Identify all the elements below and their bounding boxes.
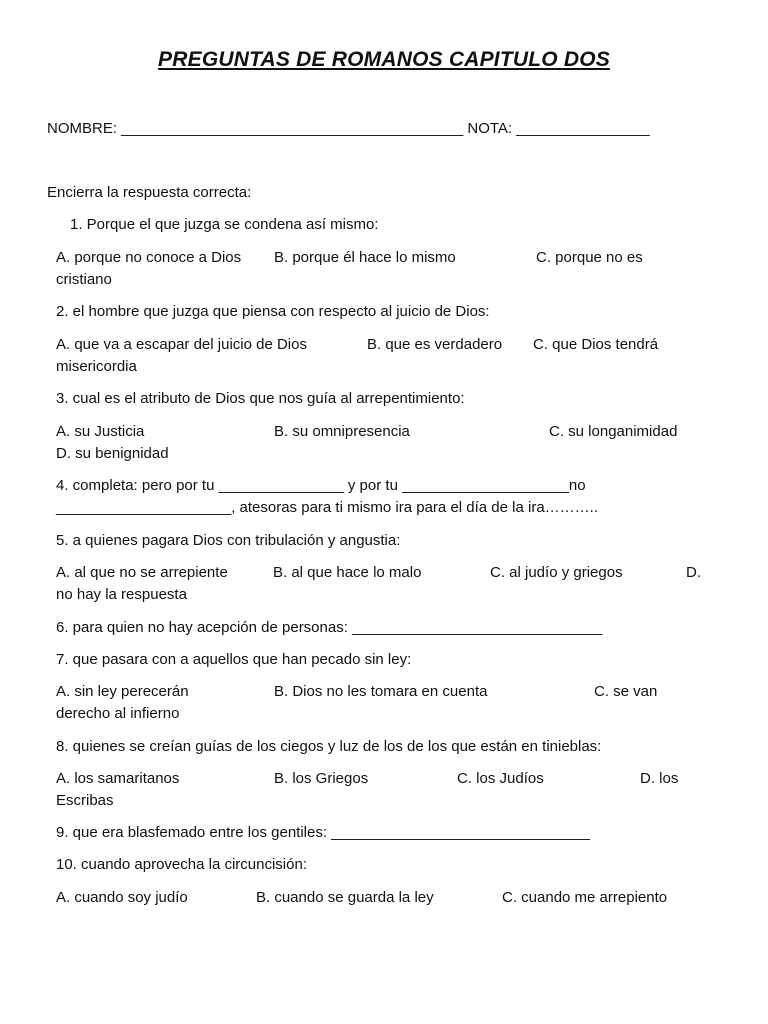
q2-option-c: C. que Dios tendrá [533, 336, 659, 353]
q10-option-c: C. cuando me arrepiento [502, 889, 668, 906]
q7-option-b: B. Dios no les tomara en cuenta [274, 683, 488, 700]
q10-option-b: B. cuando se guarda la ley [256, 889, 434, 906]
q2-option-b: B. que es verdadero [367, 336, 503, 353]
name-grade-line: NOMBRE: _________________________________________ NOTA: ________________ [47, 120, 650, 137]
question-2: 2. el hombre que juzga que piensa con respecto al juicio de Dios: [56, 303, 490, 320]
question-7: 7. que pasara con a aquellos que han pecado sin ley: [56, 651, 412, 668]
question-6: 6. para quien no hay acepción de personas: ______________________________ [56, 619, 603, 636]
q1-option-a: A. porque no conoce a Dios [56, 249, 242, 266]
question-8: 8. quienes se creían guías de los ciegos y luz de los de los que están en tinieblas: [56, 738, 602, 755]
q2-option-a: A. que va a escapar del juicio de Dios [56, 336, 307, 353]
question-3: 3. cual es el atributo de Dios que nos guía al arrepentimiento: [56, 390, 465, 407]
question-10: 10. cuando aprovecha la circuncisión: [56, 856, 307, 873]
q3-option-d: D. su benignidad [56, 445, 169, 462]
q3-option-b: B. su omnipresencia [274, 423, 410, 440]
q8-option-b: B. los Griegos [274, 770, 369, 787]
page-title: PREGUNTAS DE ROMANOS CAPITULO DOS [158, 48, 610, 71]
q5-option-d-continued: no hay la respuesta [56, 586, 187, 603]
q8-option-d-continued: Escribas [56, 792, 114, 809]
q8-option-a: A. los samaritanos [56, 770, 180, 787]
question-4: 4. completa: pero por tu _______________ y por tu ____________________no [56, 477, 586, 494]
question-1: 1. Porque el que juzga se condena así mismo: [70, 216, 379, 233]
q7-option-c: C. se van [594, 683, 658, 700]
q7-option-c-continued: derecho al infierno [56, 705, 180, 722]
q3-option-c: C. su longanimidad [549, 423, 678, 440]
q1-option-c-continued: cristiano [56, 271, 112, 288]
q5-option-a: A. al que no se arrepiente [56, 564, 228, 581]
q5-option-d: D. [686, 564, 701, 581]
q10-option-a: A. cuando soy judío [56, 889, 188, 906]
q8-option-c: C. los Judíos [457, 770, 544, 787]
q5-option-b: B. al que hace lo malo [273, 564, 422, 581]
question-5: 5. a quienes pagara Dios con tribulación y angustia: [56, 532, 401, 549]
instructions: Encierra la respuesta correcta: [47, 184, 252, 201]
question-4-continued: _____________________, atesoras para ti mismo ira para el día de la ira……….. [56, 499, 598, 516]
question-9: 9. que era blasfemado entre los gentiles: _______________________________ [56, 824, 590, 841]
q1-option-c: C. porque no es [536, 249, 643, 266]
q7-option-a: A. sin ley perecerán [56, 683, 189, 700]
q1-option-b: B. porque él hace lo mismo [274, 249, 456, 266]
q2-option-c-continued: misericordia [56, 358, 137, 375]
q3-option-a: A. su Justicia [56, 423, 145, 440]
q8-option-d: D. los [640, 770, 679, 787]
q5-option-c: C. al judío y griegos [490, 564, 623, 581]
